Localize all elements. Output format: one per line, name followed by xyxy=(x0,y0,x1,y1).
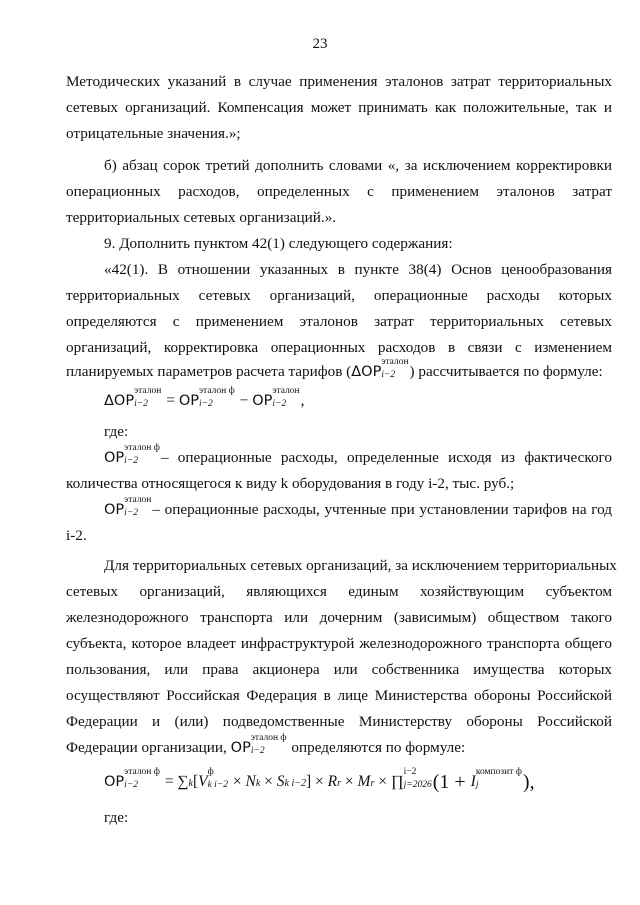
math-op: OP xyxy=(104,450,125,466)
text-line: Федерации и (или) подведомственные Министерству обороны Российской xyxy=(66,713,612,730)
math-supsub xyxy=(381,357,409,383)
math-supsub xyxy=(207,767,228,793)
text-line: территориальных сетевых организаций.». xyxy=(66,209,337,226)
math-supsub xyxy=(250,733,287,759)
math-sup: эталон ф xyxy=(198,386,235,396)
math-supsub xyxy=(475,767,522,793)
text-line: сетевых организаций, являющихся единым хозяйствующим субъектом xyxy=(66,583,612,600)
math-sub: j=2026 xyxy=(403,780,432,790)
math-times: × xyxy=(374,773,391,790)
text-line: сетевых организаций. Компенсация может принимать как положительные, так и xyxy=(66,99,612,116)
math-sub: i−2 xyxy=(381,370,396,380)
math-op: OP xyxy=(230,740,251,756)
math-sup: эталон xyxy=(124,495,152,505)
math-sup: эталон xyxy=(134,386,162,396)
text-line: операционных расходов, определенных с применением эталонов затрат xyxy=(66,183,612,200)
text-fragment: Федерации организации, xyxy=(66,739,227,756)
math-times: × xyxy=(341,773,358,790)
text-line: железнодорожного транспорта или дочерним (зависимым) обществом такого xyxy=(66,609,612,626)
math-minus: − xyxy=(235,392,253,409)
math-supsub xyxy=(198,386,235,412)
page-number: 23 xyxy=(312,36,328,52)
text-line: i-2. xyxy=(66,527,87,544)
text-line xyxy=(66,733,612,759)
text-fragment: – операционные расходы, определенные исходя из фактического xyxy=(160,449,612,466)
text-line: пользования, или права акционера или собственника имущества которых xyxy=(66,661,612,678)
math-supsub xyxy=(272,386,300,412)
text-line xyxy=(104,443,612,469)
math-var: N xyxy=(245,773,256,790)
math-supsub xyxy=(124,495,152,521)
math-sup: эталон ф xyxy=(124,443,160,453)
math-index: k i−2 xyxy=(284,778,306,789)
text-line xyxy=(104,495,612,521)
math-op: OP xyxy=(178,393,199,409)
text-line: Для территориальных сетевых организаций, за исключением территориальных xyxy=(104,557,617,574)
text-line: где: xyxy=(104,809,129,826)
math-sub: i−2 xyxy=(124,508,138,518)
formula-op-etalon-f xyxy=(104,767,535,796)
text-fragment: планируемых параметров расчета тарифов ( xyxy=(66,363,352,380)
text-line xyxy=(66,357,612,383)
math-sub: j xyxy=(475,780,479,790)
math-eq-sum: = ∑ xyxy=(164,773,189,790)
math-var: S xyxy=(276,773,285,790)
math-sub: i−2 xyxy=(272,399,287,409)
math-times: × xyxy=(260,773,277,790)
math-sup: эталон ф xyxy=(250,733,287,743)
text-line: 9. Дополнить пунктом 42(1) следующего содержания: xyxy=(104,235,453,252)
math-sub: i−2 xyxy=(134,399,148,409)
math-supsub xyxy=(124,767,160,793)
math-sup: эталон xyxy=(272,386,300,396)
math-index: r xyxy=(370,778,375,789)
math-index: k xyxy=(188,778,193,789)
text-line: определяются с применением эталонов затрат территориальных сетевых xyxy=(66,313,612,330)
text-fragment: определяются по формуле: xyxy=(291,739,466,756)
math-supsub xyxy=(403,767,432,793)
math-bracket: ] xyxy=(306,773,312,790)
text-line: количества относящегося к виду k оборудования в году i-2, тыс. руб.; xyxy=(66,475,515,492)
math-var: M xyxy=(357,773,371,790)
math-sub: i−2 xyxy=(250,746,265,756)
math-prod: ∏ xyxy=(390,773,404,790)
math-delta-op: ΔOP xyxy=(104,393,135,409)
math-comma: , xyxy=(300,392,305,409)
math-sup: эталон ф xyxy=(124,767,160,777)
math-sub: i−2 xyxy=(124,780,138,790)
text-line: территориальных сетевых организаций, операционные расходы которых xyxy=(66,287,612,304)
text-line: «42(1). В отношении указанных в пункте 38(4) Основ ценообразования xyxy=(104,261,612,278)
text-line: отрицательные значения.»; xyxy=(66,125,241,142)
math-var: V xyxy=(198,773,208,790)
text-fragment: – операционные расходы, учтенные при установлении тарифов на год xyxy=(152,501,612,518)
text-line: осуществляют Российская Федерация в лице Министерства обороны Российской xyxy=(66,687,612,704)
math-sub: i−2 xyxy=(198,399,213,409)
math-sup: i−2 xyxy=(403,767,417,777)
math-op: OP xyxy=(252,393,273,409)
math-sub: i−2 xyxy=(124,456,138,466)
math-eq: = xyxy=(162,392,179,409)
math-op: OP xyxy=(104,502,125,518)
text-fragment: ) рассчитывается по формуле: xyxy=(409,363,603,380)
math-delta-op: ΔOP xyxy=(351,364,382,380)
text-line: организаций, корректировка операционных расходов в связи с изменением xyxy=(66,339,612,356)
math-sub: k i−2 xyxy=(207,780,228,790)
text-line: субъекта, которое владеет инфраструктурой железнодорожного транспорта общего xyxy=(66,635,612,652)
math-index: r xyxy=(337,778,342,789)
formula-delta-op xyxy=(104,386,305,413)
math-supsub xyxy=(134,386,162,412)
math-paren-close: ), xyxy=(522,771,535,793)
text-line: где: xyxy=(104,423,129,440)
text-line: Методических указаний в случае применения эталонов затрат территориальных xyxy=(66,73,612,90)
math-supsub xyxy=(124,443,160,469)
math-var: I xyxy=(470,773,476,790)
math-op: OP xyxy=(104,774,125,790)
math-sup: эталон xyxy=(381,357,409,367)
math-index: k xyxy=(255,778,261,789)
math-times: × xyxy=(311,773,328,790)
math-sup: ф xyxy=(207,767,214,777)
math-sup: композит ф xyxy=(475,767,522,777)
math-var: R xyxy=(327,773,338,790)
math-times: × xyxy=(228,773,246,790)
text-line: б) абзац сорок третий дополнить словами «, за исключением корректировки xyxy=(104,157,612,174)
math-paren-open: (1 + xyxy=(432,771,471,793)
math-bracket: [ xyxy=(192,773,199,790)
